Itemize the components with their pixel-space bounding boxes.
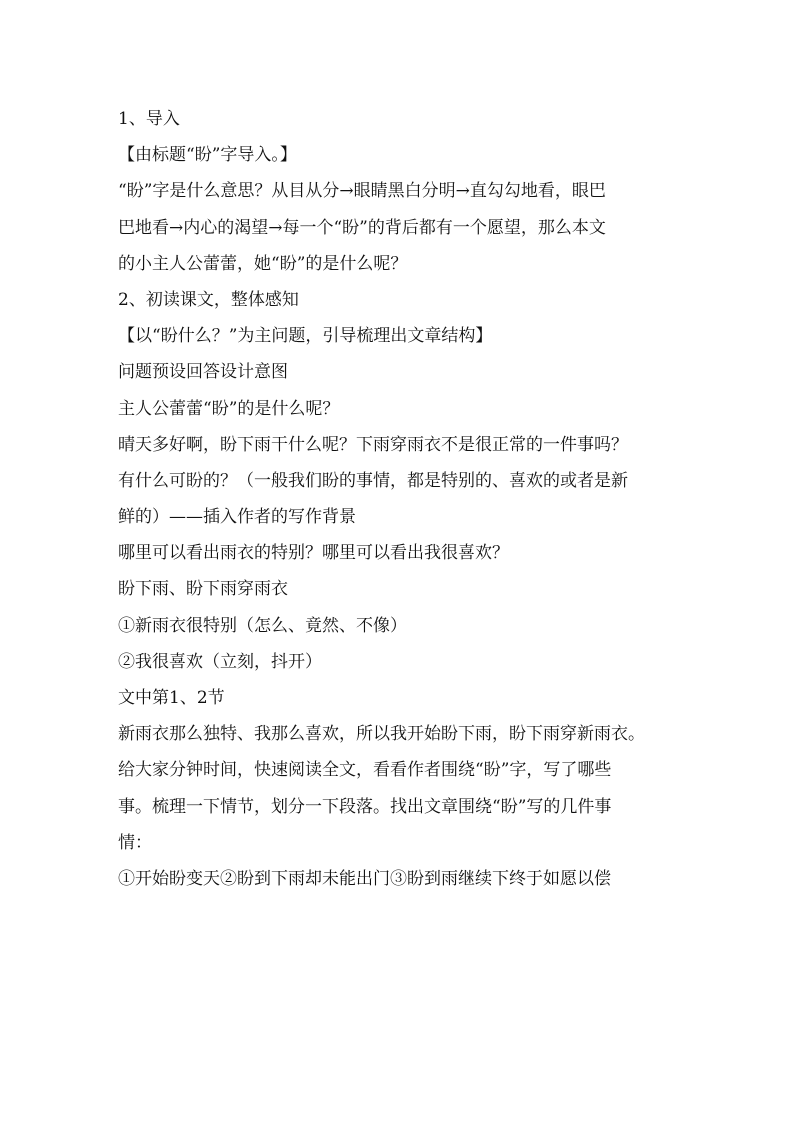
section-heading-intro: 1、导入 [118,109,180,129]
body-text-line: 巴地看→内心的渴望→每一个“盼”的背后都有一个愿望，那么本文 [118,217,606,238]
list-item: ①开始盼变天②盼到下雨却未能出门③盼到雨继续下终于如愿以偿 [118,868,611,889]
bracket-note: 【以“盼什么？”为主问题，引导梳理出文章结构】 [118,326,493,347]
body-text-line: 问题预设回答设计意图 [118,362,288,383]
body-text-line: 有什么可盼的？（一般我们盼的事情，都是特别的、喜欢的或者是新 [118,470,628,491]
body-text-line: 给大家分钟时间，快速阅读全文，看看作者围绕“盼”字，写了哪些 [118,760,612,781]
body-text-line: 盼下雨、盼下雨穿雨衣 [118,579,288,600]
bracket-note: 【由标题“盼”字导入。】 [118,145,297,166]
body-text-line: 文中第1、2节 [118,688,225,708]
body-text-line: 主人公蕾蕾“盼”的是什么呢？ [118,398,340,419]
list-item: ②我很喜欢（立刻，抖开） [118,651,322,672]
body-text-line: 事。梳理一下情节，划分一下段落。找出文章围绕“盼”写的几件事 [118,796,612,817]
body-text-line: 鲜的）——插入作者的写作背景 [118,507,356,528]
body-text-line: 新雨衣那么独特、我那么喜欢，所以我开始盼下雨，盼下雨穿新雨衣。 [118,724,645,745]
body-text-line: 的小主人公蕾蕾，她“盼”的是什么呢？ [118,253,408,274]
list-item: ①新雨衣很特别（怎么、竟然、不像） [118,615,407,636]
body-text-line: 哪里可以看出雨衣的特别？哪里可以看出我很喜欢？ [118,543,509,564]
body-text-line: “盼”字是什么意思？从目从分→眼睛黑白分明→直勾勾地看，眼巴 [118,181,606,202]
document-page [118,101,688,897]
body-text-line: 晴天多好啊，盼下雨干什么呢？下雨穿雨衣不是很正常的一件事吗？ [118,434,628,455]
body-text-line: 情： [118,832,152,853]
section-heading-first-reading: 2、初读课文，整体感知 [118,289,299,310]
